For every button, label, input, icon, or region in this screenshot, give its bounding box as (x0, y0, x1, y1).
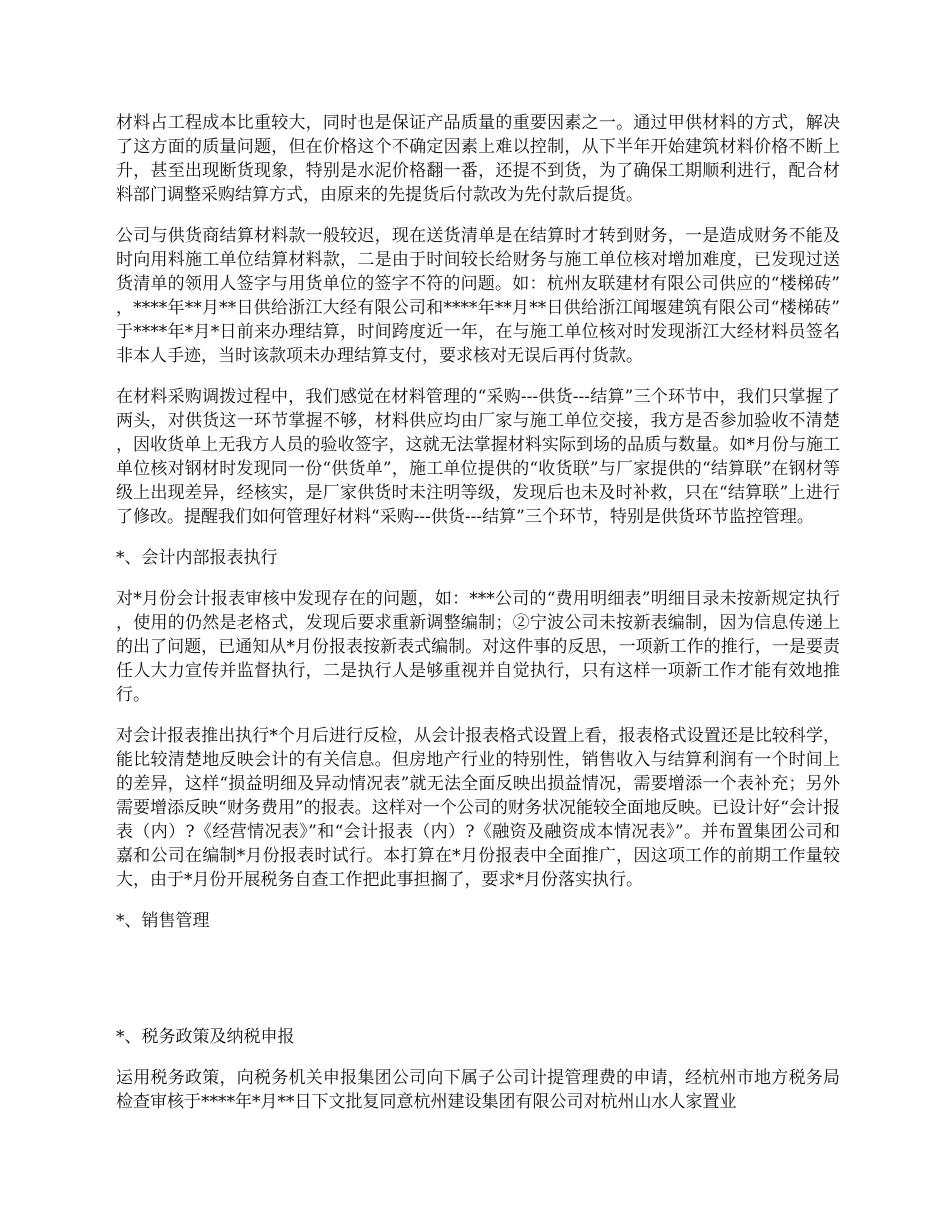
blank-space (116, 950, 840, 1025)
paragraph-tax-policy: 运用税务政策，向税务机关申报集团公司向下属子公司计提管理费的申请，经杭州市地方税务局检查审核于****年*月**日下文批复同意杭州建设集团有限公司对杭州山水人家置业 (116, 1068, 840, 1112)
paragraph-report-recheck: 对会计报表推出执行*个月后进行反检，从会计报表格式设置上看，报表格式设置还是比较科学，能比较清楚地反映会计的有关信息。但房地产行业的特别性，销售收入与结算利润有一个时间上的差异，这样“损益明细及异动情况表”就无法全面反映出损益情况，需要增添一个表补充；另外需要增添反映“财务费用”的报表。这样对一个公司的财务状况能较全面地反映。已设计好“会计报表（内）?《经营情况表》”和“会计报表（内）?《融资及融资成本情况表》”。并布置集团公司和嘉和公司在编制*月份报表时试行。本打算在*月份报表中全面推广，因这项工作的前期工作量较大，由于*月份开展税务自查工作把此事担搁了，要求*月份落实执行。 (116, 726, 840, 890)
section-heading-sales: *、销售管理 (116, 911, 210, 931)
section-heading-tax: *、税务政策及纳税申报 (116, 1027, 295, 1047)
section-heading-internal-reports: *、会计内部报表执行 (116, 548, 278, 568)
document-page (116, 111, 840, 1131)
paragraph-material-cost: 材料占工程成本比重较大，同时也是保证产品质量的重要因素之一。通过甲供材料的方式，解决了这方面的质量问题，但在价格这个不确定因素上难以控制，从下半年开始建筑材料价格不断上升，甚至出现断货现象，特别是水泥价格翻一番，还提不到货，为了确保工期顺利进行，配合材料部门调整采购结算方式，由原来的先提货后付款改为先付款后提货。 (116, 113, 840, 205)
paragraph-report-review: 对*月份会计报表审核中发现存在的问题，如：***公司的“费用明细表”明细目录未按新规定执行，使用的仍然是老格式，发现后要求重新调整编制；②宁波公司未按新表编制，因为信息传递上的出了问题，已通知从*月份报表按新表式编制。对这件事的反思，一项新工作的推行，一是要责任人大力宣传并监督执行，二是执行人是够重视并自觉执行，只有这样一项新工作才能有效地推行。 (116, 589, 840, 705)
paragraph-supplier-settlement: 公司与供货商结算材料款一般较迟，现在送货清单是在结算时才转到财务，一是造成财务不能及时向用料施工单位结算材料款，二是由于时间较长给财务与施工单位核对增加难度，已发现过送货清单的领用人签字与用货单位的签字不符的问题。如：杭州友联建材有限公司供应的“楼梯砖”，****年**月**日供给浙江大经有限公司和****年**月**日供给浙江闻堰建筑有限公司“楼梯砖”于****年*月*日前来办理结算，时间跨度近一年，在与施工单位核对时发现浙江大经材料员签名非本人手迹，当时该款项未办理结算支付，要求核对无误后再付货款。 (116, 226, 840, 366)
paragraph-procurement-process: 在材料采购调拨过程中，我们感觉在材料管理的“采购---供货---结算”三个环节中，我们只掌握了两头，对供货这一环节掌握不够，材料供应均由厂家与施工单位交接，我方是否参加验收不清楚，因收货单上无我方人员的验收签字，这就无法掌握材料实际到场的品质与数量。如*月份与施工单位核对钢材时发现同一份“供货单”，施工单位提供的“收货联”与厂家提供的“结算联”在钢材等级上出现差异，经核实，是厂家供货时未注明等级，发现后也未及时补救，只在“结算联”上进行了修改。提醒我们如何管理好材料“采购---供货---结算”三个环节，特别是供货环节监控管理。 (116, 387, 840, 527)
